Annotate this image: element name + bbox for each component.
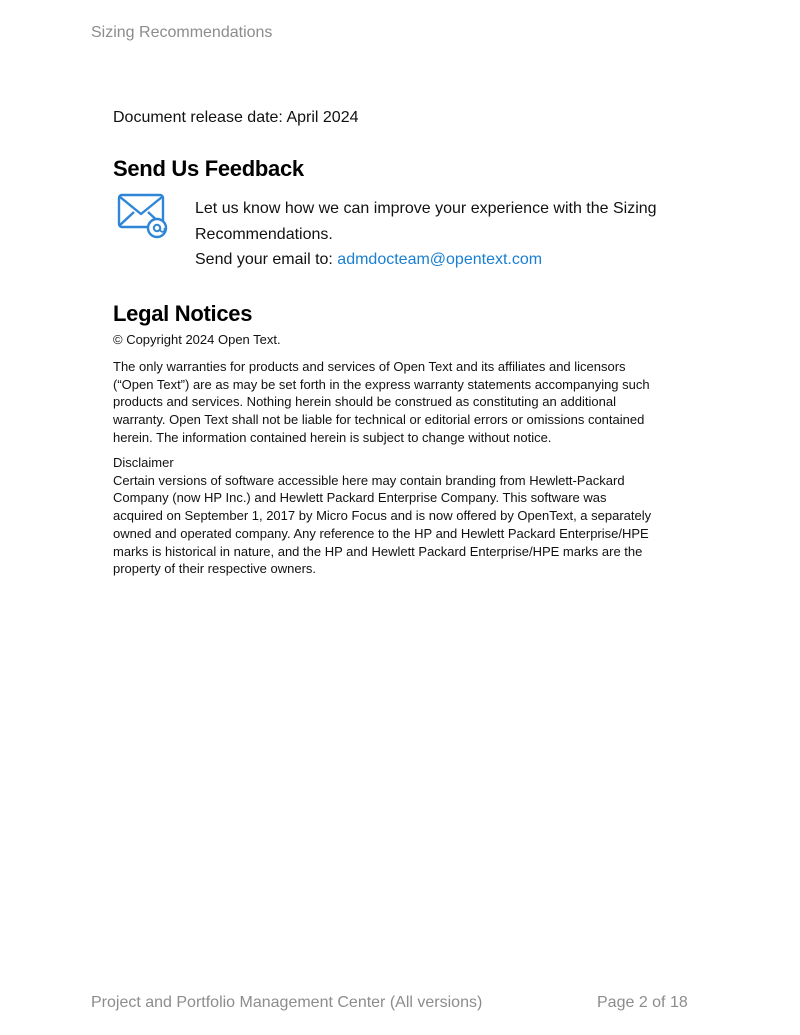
warranty-line: warranty. Open Text shall not be liable for technical or editorial errors or omissions contained: [113, 412, 645, 428]
warranty-line: (“Open Text”) are as may be set forth in the express warranty statements accompanying such: [113, 376, 650, 392]
disclaimer-title: Disclaimer: [113, 455, 174, 470]
feedback-line-2: Recommendations.: [195, 225, 333, 243]
release-date: Document release date: April 2024: [113, 109, 359, 126]
warranty-line: The only warranties for products and services of Open Text and its affiliates and licensors: [113, 359, 626, 374]
feedback-text: [195, 196, 695, 273]
feedback-line-1: Let us know how we can improve your experience with the Sizing: [195, 200, 657, 217]
footer-page-number: Page 2 of 18: [597, 994, 688, 1011]
copyright-text: © Copyright 2024 Open Text.: [113, 332, 281, 347]
mail-icon: [117, 193, 171, 239]
disclaimer-paragraph: [113, 454, 693, 578]
page-header-title: Sizing Recommendations: [91, 24, 273, 41]
disclaimer-line: acquired on September 1, 2017 by Micro Focus and is now offered by OpenText, a separately: [113, 508, 652, 524]
feedback-heading: Send Us Feedback: [113, 156, 304, 181]
footer-product-name: Project and Portfolio Management Center (All versions): [91, 994, 483, 1011]
feedback-email-link[interactable]: admdocteam@opentext.com: [337, 251, 543, 268]
disclaimer-line: marks is historical in nature, and the HP and Hewlett Packard Enterprise/HPE marks are the: [113, 543, 643, 559]
disclaimer-line: Certain versions of software accessible here may contain branding from Hewlett-Packard: [113, 472, 625, 488]
warranty-line: products and services. Nothing herein should be construed as constituting an additional: [113, 394, 616, 410]
feedback-email-line: [195, 247, 695, 273]
disclaimer-line: Company (now HP Inc.) and Hewlett Packard Enterprise Company. This software was: [113, 490, 607, 506]
legal-heading: Legal Notices: [113, 301, 253, 326]
email-prefix: Send your email to:: [195, 251, 338, 268]
disclaimer-line: property of their respective owners.: [113, 561, 317, 577]
disclaimer-line: owned and operated company. Any reference to the HP and Hewlett Packard Enterprise/HPE: [113, 525, 649, 541]
warranty-line: herein. The information contained herein is subject to change without notice.: [113, 429, 552, 445]
warranty-paragraph: [113, 358, 693, 447]
